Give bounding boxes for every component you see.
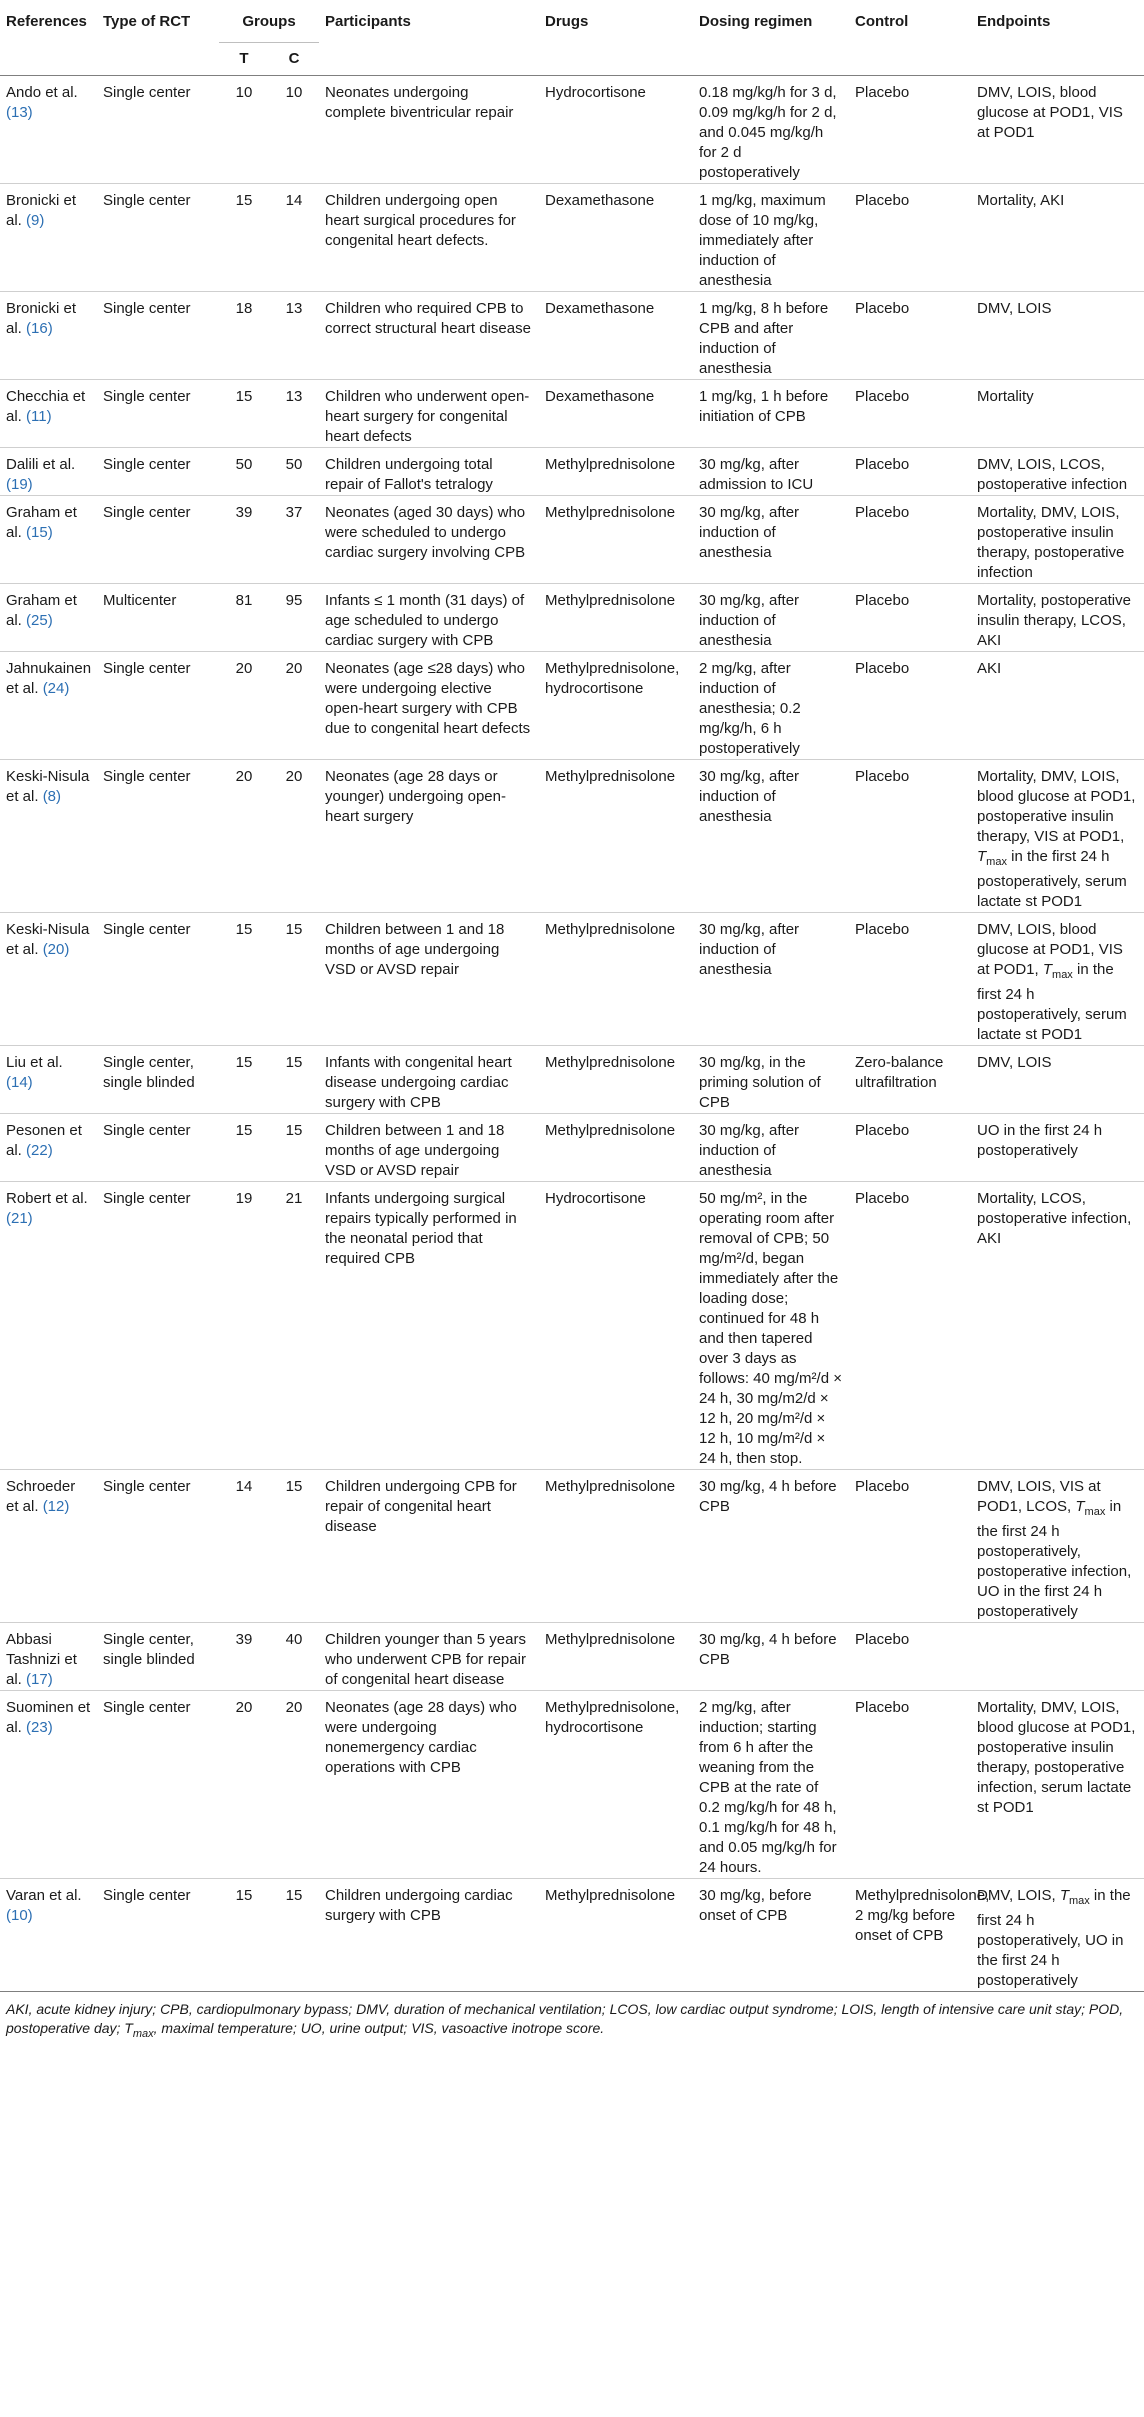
cell-participants: Neonates (aged 30 days) who were scheduled to undergo cardiac surgery involving CPB [325,504,526,561]
cell-type: Single center [103,1190,191,1207]
cell-c: 15 [285,1054,303,1071]
col-drugs: Drugs [545,13,589,30]
table-row [0,380,1144,448]
cell-drugs: Hydrocortisone [545,1190,646,1207]
table-row [0,1046,1144,1114]
cell-type: Single center [103,1478,191,1495]
cell-control: Placebo [855,1478,910,1495]
cell-reference [0,496,97,584]
cell-t: 15 [235,1887,253,1904]
reference-name: Jahnukainen et al. [6,660,92,697]
table-row [0,652,1144,760]
cell-c: 10 [285,84,303,101]
cell-participants: Children between 1 and 18 months of age undergoing VSD or AVSD repair [325,921,505,978]
citation-link[interactable]: (9) [26,212,45,229]
cell-participants: Children undergoing CPB for repair of congenital heart disease [325,1478,517,1535]
cell-dosing: 0.18 mg/kg/h for 3 d, 0.09 mg/kg/h for 2 d, and 0.045 mg/kg/h for 2 d postoperatively [699,84,837,181]
cell-drugs: Methylprednisolone [545,1122,676,1139]
cell-dosing: 30 mg/kg, after induction of anesthesia [699,504,800,561]
cell-participants: Infants with congenital heart disease undergoing cardiac surgery with CPB [325,1054,512,1111]
col-c: C [288,50,300,67]
cell-c: 15 [285,1887,303,1904]
cell-type: Single center [103,504,191,521]
reference-name: Schroeder et al. [6,1478,76,1515]
cell-reference [0,1470,97,1623]
cell-reference [0,1623,97,1691]
cell-endpoints: Mortality [977,388,1034,405]
cell-drugs: Methylprednisolone [545,456,676,473]
cell-control: Placebo [855,768,910,785]
cell-t: 39 [235,1631,253,1648]
cell-dosing: 30 mg/kg, 4 h before CPB [699,1478,837,1515]
table-row [0,1623,1144,1691]
cell-participants: Neonates (age 28 days or younger) undergoing open-heart surgery [325,768,506,825]
table-row [0,292,1144,380]
col-t: T [239,50,249,67]
cell-control: Placebo [855,300,910,317]
cell-t: 81 [235,592,253,609]
cell-reference [0,76,97,184]
cell-c: 20 [285,768,303,785]
cell-drugs: Methylprednisolone [545,1887,676,1904]
reference-name: Robert et al. [6,1190,88,1207]
cell-reference [0,1114,97,1182]
cell-t: 15 [235,388,253,405]
cell-control: Methylprednisolone, 2 mg/kg before onset of CPB [855,1887,990,1944]
cell-endpoints: DMV, LOIS, VIS at POD1, LCOS, $T_{max}$ in the first 24 h postoperatively, postoperative infection, UO in the first 24 h postoperatively [977,1478,1132,1620]
cell-endpoints: DMV, LOIS, blood glucose at POD1, VIS at POD1, $T_{max}$ in the first 24 h postoperatively, serum lactate st POD1 [977,921,1127,1043]
cell-c: 13 [285,300,303,317]
cell-c: 20 [285,1699,303,1716]
cell-participants: Children undergoing total repair of Fallot's tetralogy [325,456,493,493]
reference-name: Dalili et al. [6,456,76,473]
col-references: References [6,13,87,30]
reference-name: Checchia et al. [6,388,86,425]
cell-control: Placebo [855,1631,910,1648]
cell-type: Single center [103,388,191,405]
citation-link[interactable]: (24) [42,680,70,697]
cell-control: Placebo [855,388,910,405]
cell-t: 18 [235,300,253,317]
cell-dosing: 30 mg/kg, after induction of anesthesia [699,1122,800,1179]
col-groups: Groups [219,4,319,43]
cell-endpoints: AKI [977,660,1002,677]
reference-name: Bronicki et al. [6,192,77,229]
cell-type: Single center [103,921,191,938]
cell-t: 39 [235,504,253,521]
reference-name: Keski-Nisula et al. [6,921,90,958]
cell-participants: Neonates (age ≤28 days) who were undergoing elective open-heart surgery with CPB due to congenital heart defects [325,660,531,737]
cell-control: Placebo [855,84,910,101]
cell-c: 40 [285,1631,303,1648]
cell-type: Single center [103,660,191,677]
cell-c: 14 [285,192,303,209]
cell-t: 20 [235,768,253,785]
cell-endpoints: DMV, LOIS [977,300,1052,317]
cell-reference [0,1046,97,1114]
cell-t: 20 [235,660,253,677]
cell-dosing: 30 mg/kg, after induction of anesthesia [699,592,800,649]
cell-participants: Children undergoing open heart surgical procedures for congenital heart defects. [325,192,516,249]
citation-link[interactable]: (16) [26,320,53,337]
cell-t: 14 [235,1478,253,1495]
table-row [0,1114,1144,1182]
citation-link[interactable]: (19) [6,476,33,493]
cell-c: 21 [285,1190,303,1207]
reference-name: Pesonen et al. [6,1122,82,1159]
reference-name: Suominen et al. [6,1699,91,1736]
citation-link[interactable]: (22) [26,1142,53,1159]
cell-type: Single center, single blinded [103,1631,195,1668]
cell-control: Placebo [855,921,910,938]
cell-endpoints: DMV, LOIS, $T_{max}$ in the first 24 h postoperatively, UO in the first 24 h postoperatively [977,1887,1131,1989]
cell-dosing: 1 mg/kg, maximum dose of 10 mg/kg, immediately after induction of anesthesia [699,192,826,289]
cell-dosing: 30 mg/kg, before onset of CPB [699,1887,812,1924]
cell-c: 37 [285,504,303,521]
col-endpoints: Endpoints [977,13,1051,30]
table-row [0,1691,1144,1879]
col-dosing: Dosing regimen [699,13,813,30]
cell-drugs: Methylprednisolone, hydrocortisone [545,1699,680,1736]
cell-type: Single center [103,1699,191,1716]
cell-dosing: 1 mg/kg, 8 h before CPB and after induction of anesthesia [699,300,829,377]
cell-c: 20 [285,660,303,677]
table-row [0,1470,1144,1623]
citation-link[interactable]: (15) [26,524,53,541]
col-control: Control [855,13,909,30]
table-header [0,4,1144,76]
table-row [0,584,1144,652]
cell-reference [0,1182,97,1470]
cell-type: Single center [103,84,191,101]
cell-endpoints: Mortality, DMV, LOIS, blood glucose at POD1, postoperative insulin therapy, postoperative infection, serum lactate st POD1 [977,1699,1136,1816]
cell-control: Zero-balance ultrafiltration [855,1054,944,1091]
cell-control: Placebo [855,1699,910,1716]
cell-participants: Neonates (age 28 days) who were undergoing nonemergency cardiac operations with CPB [325,1699,517,1776]
cell-dosing: 50 mg/m², in the operating room after removal of CPB; 50 mg/m²/d, began immediately after the loading dose; continued for 48 h and then tapered over 3 days as follows: 40 mg/m²/d × 24 h, 30 mg/m2/d × 12 h, 20 mg/m²/d × 12 h, 10 mg/m²/d × 24 h, then stop. [699,1190,842,1467]
cell-type: Single center [103,1122,191,1139]
citation-link[interactable]: (17) [26,1671,53,1688]
citation-link[interactable]: (20) [42,941,70,958]
cell-drugs: Dexamethasone [545,388,655,405]
cell-dosing: 2 mg/kg, after induction of anesthesia; 0.2 mg/kg/h, 6 h postoperatively [699,660,801,757]
cell-c: 95 [285,592,303,609]
cell-endpoints: Mortality, LCOS, postoperative infection, AKI [977,1190,1132,1247]
cell-endpoints: Mortality, DMV, LOIS, postoperative insulin therapy, postoperative infection [977,504,1125,581]
cell-participants: Neonates undergoing complete biventricular repair [325,84,514,121]
cell-drugs: Methylprednisolone, hydrocortisone [545,660,680,697]
cell-dosing: 2 mg/kg, after induction; starting from 6 h after the weaning from the CPB at the rate of 0.2 mg/kg/h for 48 h, 0.1 mg/kg/h for 48 h, and 0.05 mg/kg/h for 24 hours. [699,1699,837,1876]
cell-t: 10 [235,84,253,101]
cell-c: 15 [285,921,303,938]
cell-reference [0,760,97,913]
citation-link[interactable]: (21) [6,1210,33,1227]
cell-reference [0,652,97,760]
cell-control: Placebo [855,456,910,473]
cell-t: 15 [235,192,253,209]
citation-link[interactable]: (8) [42,788,62,805]
reference-name: Graham et al. [6,504,77,541]
citation-link[interactable]: (13) [6,104,33,121]
table-body [0,76,1144,1992]
col-participants: Participants [325,13,411,30]
cell-reference [0,913,97,1046]
cell-t: 19 [235,1190,253,1207]
table-row [0,1879,1144,1992]
cell-type: Single center [103,192,191,209]
cell-endpoints: Mortality, DMV, LOIS, blood glucose at POD1, postoperative insulin therapy, VIS at POD1, $T_{max}$ in the first 24 h postoperatively, serum lactate st POD1 [977,768,1136,910]
cell-drugs: Dexamethasone [545,192,655,209]
citation-link[interactable]: (10) [6,1907,33,1924]
cell-c: 50 [285,456,303,473]
cell-drugs: Dexamethasone [545,300,655,317]
cell-drugs: Methylprednisolone [545,1478,676,1495]
cell-type: Single center [103,1887,191,1904]
cell-reference [0,448,97,496]
cell-type: Multicenter [103,592,177,609]
cell-type: Single center [103,456,191,473]
rct-characteristics-table [0,4,1144,1992]
col-type: Type of RCT [103,13,191,30]
cell-reference [0,380,97,448]
cell-endpoints: DMV, LOIS [977,1054,1052,1071]
cell-participants: Children who underwent open-heart surgery for congenital heart defects [325,388,530,445]
cell-drugs: Methylprednisolone [545,1631,676,1648]
citation-link[interactable]: (25) [26,612,53,629]
cell-dosing: 30 mg/kg, in the priming solution of CPB [699,1054,821,1111]
cell-reference [0,584,97,652]
table-row [0,913,1144,1046]
cell-endpoints: Mortality, AKI [977,192,1065,209]
table-row [0,1182,1144,1470]
cell-t: 20 [235,1699,253,1716]
cell-participants: Children who required CPB to correct structural heart disease [325,300,531,337]
cell-t: 15 [235,1122,253,1139]
cell-participants: Children undergoing cardiac surgery with CPB [325,1887,513,1924]
reference-name: Liu et al. [6,1054,63,1071]
cell-dosing: 30 mg/kg, after admission to ICU [699,456,814,493]
cell-c: 13 [285,388,303,405]
cell-dosing: 30 mg/kg, after induction of anesthesia [699,921,800,978]
cell-participants: Children younger than 5 years who underwent CPB for repair of congenital heart disease [325,1631,526,1688]
cell-drugs: Hydrocortisone [545,84,646,101]
cell-t: 15 [235,921,253,938]
table-row [0,76,1144,184]
cell-control: Placebo [855,504,910,521]
cell-reference [0,1691,97,1879]
citation-link[interactable]: (11) [26,408,52,425]
cell-endpoints: UO in the first 24 h postoperatively [977,1122,1103,1159]
cell-participants: Infants ≤ 1 month (31 days) of age scheduled to undergo cardiac surgery with CPB [325,592,525,649]
cell-drugs: Methylprednisolone [545,592,676,609]
cell-control: Placebo [855,192,910,209]
cell-drugs: Methylprednisolone [545,1054,676,1071]
cell-control: Placebo [855,1122,910,1139]
cell-drugs: Methylprednisolone [545,768,676,785]
cell-endpoints: DMV, LOIS, LCOS, postoperative infection [977,456,1128,493]
reference-name: Graham et al. [6,592,77,629]
reference-name: Keski-Nisula et al. [6,768,90,805]
reference-name: Ando et al. [6,84,78,101]
cell-drugs: Methylprednisolone [545,504,676,521]
cell-control: Placebo [855,1190,910,1207]
cell-control: Placebo [855,592,910,609]
reference-name: Bronicki et al. [6,300,77,337]
table-row [0,184,1144,292]
table-row [0,760,1144,913]
table-row [0,448,1144,496]
cell-endpoints [971,1623,1144,1691]
cell-dosing: 30 mg/kg, after induction of anesthesia [699,768,800,825]
cell-participants: Infants undergoing surgical repairs typically performed in the neonatal period that required CPB [325,1190,517,1267]
cell-endpoints: DMV, LOIS, blood glucose at POD1, VIS at POD1 [977,84,1123,141]
citation-link[interactable]: (12) [42,1498,70,1515]
cell-type: Single center [103,768,191,785]
table-row [0,496,1144,584]
cell-c: 15 [285,1122,303,1139]
cell-reference [0,1879,97,1992]
cell-t: 50 [235,456,253,473]
cell-dosing: 30 mg/kg, 4 h before CPB [699,1631,837,1668]
cell-type: Single center, single blinded [103,1054,195,1091]
cell-drugs: Methylprednisolone [545,921,676,938]
cell-control: Placebo [855,660,910,677]
cell-endpoints: Mortality, postoperative insulin therapy, LCOS, AKI [977,592,1131,649]
reference-name: Abbasi Tashnizi et al. [6,1631,77,1688]
cell-reference [0,292,97,380]
cell-dosing: 1 mg/kg, 1 h before initiation of CPB [699,388,829,425]
cell-c: 15 [285,1478,303,1495]
table-footnote: AKI, acute kidney injury; CPB, cardiopulmonary bypass; DMV, duration of mechanical ventilation; LCOS, low cardiac output syndrome; LOIS, length of intensive care unit stay; POD, postoperative day; $T_{max}$, maximal temperature; UO, urine output; VIS, vasoactive inotrope score. [6,2001,1124,2040]
citation-link[interactable]: (23) [26,1719,53,1736]
cell-reference [0,184,97,292]
cell-type: Single center [103,300,191,317]
citation-link[interactable]: (14) [6,1074,33,1091]
cell-participants: Children between 1 and 18 months of age undergoing VSD or AVSD repair [325,1122,505,1179]
cell-t: 15 [235,1054,253,1071]
reference-name: Varan et al. [6,1887,82,1904]
